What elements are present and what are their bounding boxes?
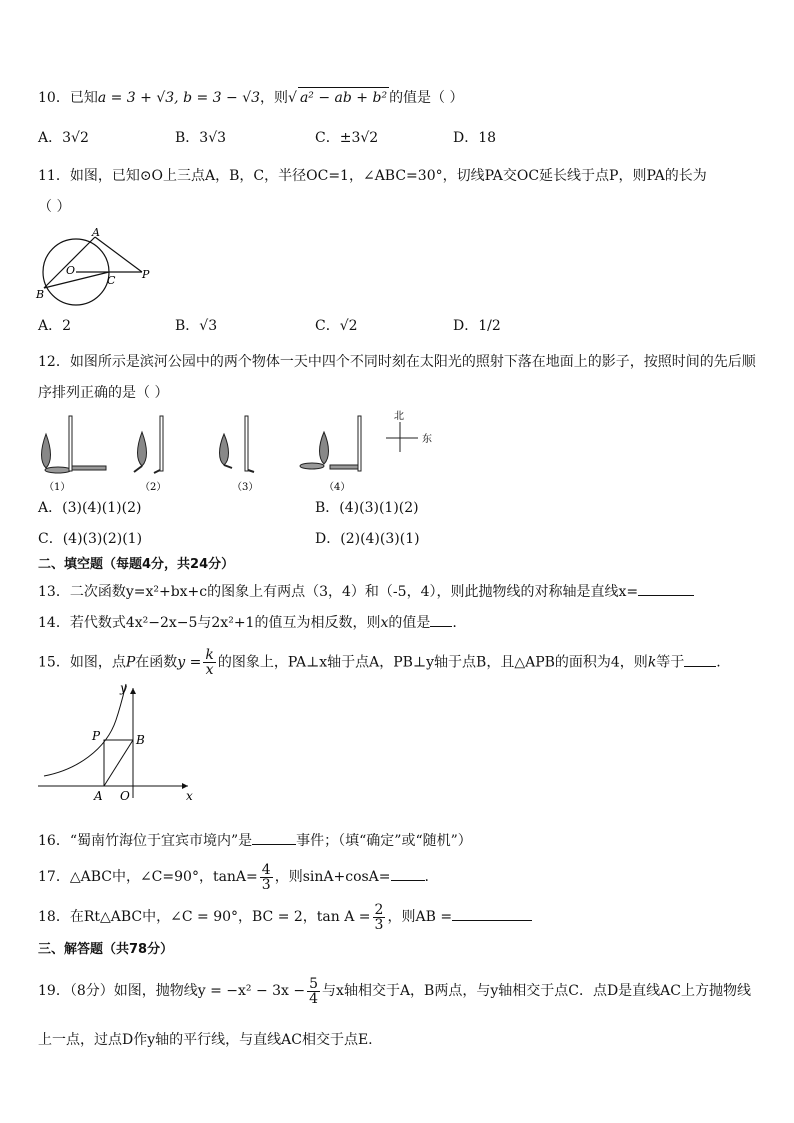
q10-radical: a² − ab + b²: [298, 87, 389, 108]
q11-option-b: B．√3: [175, 318, 218, 334]
q12-option-b: B．(4)(3)(1)(2): [315, 500, 419, 516]
q14-answer-blank: [430, 612, 452, 627]
q18-fraction: $\frac{2}{3}$: [374, 901, 384, 933]
q13-answer-blank: [638, 581, 694, 596]
q15-label-b: B: [136, 733, 145, 747]
q16-answer-blank: [252, 830, 296, 845]
q12-line1: 12．如图所示是滨河公园中的两个物体一天中四个不同时刻在太阳光的照射下落在地面上的影子，按照时间的先后顺: [38, 354, 756, 370]
q11-label-c: C: [107, 274, 116, 287]
q18-answer-blank: [452, 906, 532, 921]
q11-option-d: D．1/2: [453, 318, 501, 334]
q15-label-p: P: [92, 729, 101, 743]
q18-stem: 18．在Rt△ABC中，∠C = 90°，BC = 2，tan A = $\frac{2}{3}$ ，则AB =: [38, 902, 532, 932]
q19-fraction: $\frac{5}{4}$: [309, 975, 319, 1007]
q15-graph: [36, 680, 201, 805]
q12-panel-2: [134, 416, 166, 493]
q12-caption-4: （4）: [324, 482, 351, 493]
q11-option-a: A．2: [38, 318, 72, 334]
q11-label-p: P: [142, 268, 150, 281]
q12-option-c: C．(4)(3)(2)(1): [38, 531, 143, 547]
q11-stem: 11．如图，已知⊙O上三点A，B，C，半径OC=1，∠ABC=30°，切线PA交OC延长线于点P，则PA的长为: [38, 168, 707, 184]
q15-label-a: A: [94, 789, 103, 803]
section-solution-title: 三、解答题（共78分）: [38, 942, 174, 957]
q12-option-a: A．(3)(4)(1)(2): [38, 500, 142, 516]
q15-label-o: O: [120, 789, 130, 803]
q15-label-y: y: [120, 681, 127, 695]
q19-line1: 19．（8分）如图，抛物线y = −x² − 3x − $\frac{5}{4}$ 与x轴相交于A，B两点，与y轴相交于点C．点D是直线AC上方抛物线: [38, 975, 752, 1007]
q10-stem: 10．已知a = 3 + √3, b = 3 − √3，则√ a² − ab + b² 的值是（ ）: [38, 87, 464, 108]
q10-option-d: D．18: [453, 130, 497, 146]
q15-answer-blank: [684, 652, 716, 667]
q17-answer-blank: [391, 866, 425, 881]
q11-label-o: O: [66, 264, 76, 277]
q10-option-b: B．3√3: [175, 130, 227, 146]
q16-stem: 16．“蜀南竹海位于宜宾市境内”是 事件；（填“确定”或“随机”）: [38, 830, 472, 851]
q12-line2: 序排列正确的是（ ）: [38, 385, 169, 401]
q15-label-x: x: [186, 789, 193, 803]
q12-shadow-figure: [36, 410, 456, 495]
q11-circle-figure: [36, 226, 166, 301]
q11-option-c: C．√2: [315, 318, 358, 334]
q19-line2: 上一点，过点D作y轴的平行线，与直线AC相交于点E.: [38, 1032, 373, 1048]
q10-option-c: C．±3√2: [315, 130, 379, 146]
q12-caption-2: （2）: [140, 482, 167, 493]
q12-panel-4: [300, 416, 361, 493]
q10-option-a: A．3√2: [38, 130, 89, 146]
q17-fraction: $\frac{4}{3}$: [261, 861, 271, 893]
q12-panel-1: [42, 416, 107, 493]
q11-paren: （ ）: [38, 199, 71, 215]
q12-option-d: D．(2)(4)(3)(1): [315, 531, 420, 547]
section-fill-in-blank-title: 二、填空题（每题4分，共24分）: [38, 557, 235, 572]
q11-label-a: A: [92, 226, 100, 239]
compass-east-label: 东: [422, 434, 432, 445]
q11-label-b: B: [36, 288, 45, 301]
q17-stem: 17．△ABC中，∠C=90°，tanA= $\frac{4}{3}$ ，则sinA+cosA= .: [38, 861, 429, 893]
q12-compass: [386, 410, 432, 452]
q10-condition: a = 3 + √3, b = 3 − √3: [97, 90, 261, 106]
q12-caption-1: （1）: [44, 482, 71, 493]
q12-panel-3: [220, 416, 259, 493]
q14-stem: 14．若代数式4x²−2x−5与2x²+1的值互为相反数，则x的值是 .: [38, 612, 457, 633]
q15-stem: 15．如图，点P在函数y = $\frac{k}{x}$ 的图象上，PA⊥x轴于点A，PB⊥y轴于点B，且△APB的面积为4，则k等于 .: [38, 647, 721, 678]
compass-north-label: 北: [394, 411, 404, 422]
q12-caption-3: （3）: [232, 482, 259, 493]
q13-stem: 13．二次函数y=x²+bx+c的图象上有两点（3，4）和（-5，4），则此抛物线的对称轴是直线x=: [38, 581, 694, 602]
q15-fraction: $\frac{k}{x}$: [205, 647, 214, 678]
